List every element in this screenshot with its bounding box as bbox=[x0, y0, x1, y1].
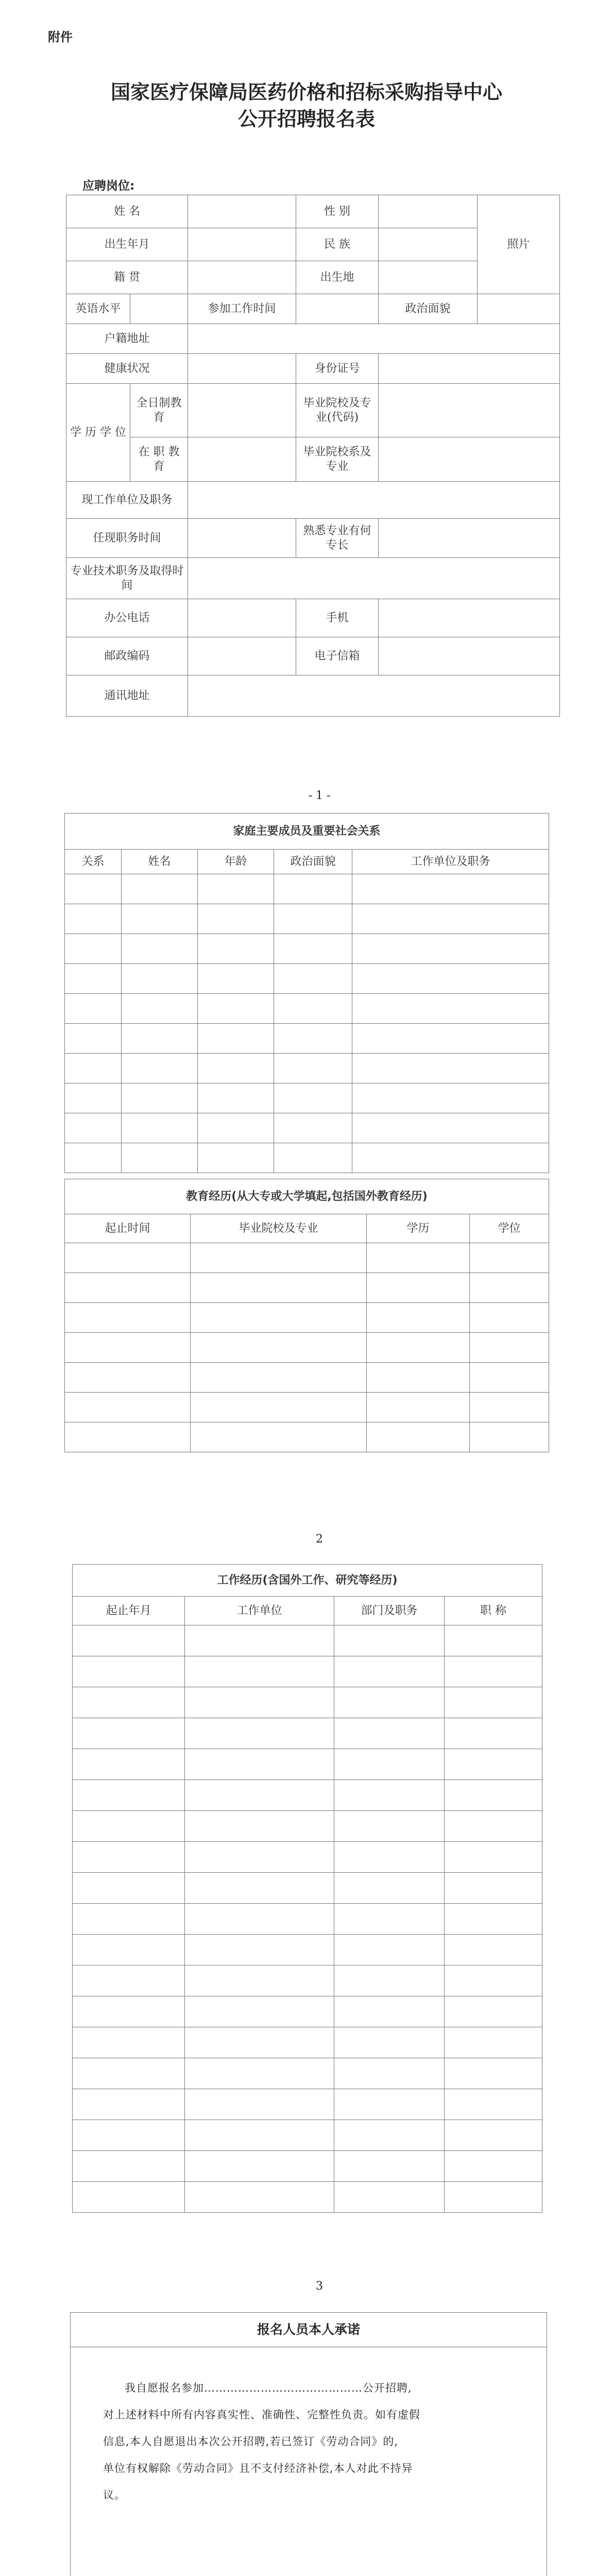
label-name: 姓 名 bbox=[66, 195, 188, 228]
work-cell[interactable] bbox=[445, 1935, 542, 1965]
label-english: 英语水平 bbox=[66, 294, 130, 324]
work-row bbox=[73, 1625, 542, 1656]
family-cell[interactable] bbox=[274, 1113, 352, 1143]
edu-cell[interactable] bbox=[65, 1333, 191, 1363]
work-cell[interactable] bbox=[73, 1749, 185, 1780]
family-cell[interactable] bbox=[122, 1054, 198, 1083]
edu-cell[interactable] bbox=[367, 1363, 470, 1393]
work-cell[interactable] bbox=[73, 1904, 185, 1935]
input-name[interactable] bbox=[188, 195, 296, 228]
work-cell[interactable] bbox=[185, 2027, 334, 2058]
input-expertise[interactable] bbox=[379, 519, 560, 558]
family-cell[interactable] bbox=[274, 934, 352, 964]
edu-cell[interactable] bbox=[65, 1363, 191, 1393]
family-cell[interactable] bbox=[65, 874, 122, 904]
edu-row bbox=[65, 1333, 549, 1363]
family-cell[interactable] bbox=[198, 964, 274, 994]
attachment-label: 附件 bbox=[48, 30, 73, 44]
label-mobile: 手机 bbox=[296, 599, 379, 637]
work-row bbox=[73, 1780, 542, 1811]
edu-cell[interactable] bbox=[65, 1273, 191, 1303]
edu-row bbox=[65, 1363, 549, 1393]
family-cell[interactable] bbox=[122, 994, 198, 1024]
work-cell[interactable] bbox=[73, 2027, 185, 2058]
work-cell[interactable] bbox=[73, 1873, 185, 1904]
family-cell[interactable] bbox=[198, 1054, 274, 1083]
family-row bbox=[65, 1083, 549, 1113]
work-cell[interactable] bbox=[334, 1687, 445, 1718]
work-cell[interactable] bbox=[445, 1656, 542, 1687]
input-fulltime[interactable] bbox=[188, 384, 296, 437]
work-cell[interactable] bbox=[185, 2182, 334, 2213]
edu-cell[interactable] bbox=[367, 1303, 470, 1333]
work-cell[interactable] bbox=[73, 1656, 185, 1687]
label-expertise: 熟悉专业有何专长 bbox=[296, 519, 379, 558]
edu-row bbox=[65, 1393, 549, 1422]
pledge-line5: 议。 bbox=[103, 2489, 126, 2501]
work-cell[interactable] bbox=[445, 1687, 542, 1718]
family-cell[interactable] bbox=[352, 964, 549, 994]
family-cell[interactable] bbox=[65, 1143, 122, 1173]
work-cell[interactable] bbox=[334, 1749, 445, 1780]
edu-row bbox=[65, 1243, 549, 1273]
work-cell[interactable] bbox=[73, 1842, 185, 1873]
work-cell[interactable] bbox=[73, 2151, 185, 2182]
work-cell[interactable] bbox=[185, 1625, 334, 1656]
input-school-major-code[interactable] bbox=[379, 384, 560, 437]
family-header-relation: 关系 bbox=[65, 850, 122, 874]
edu-cell[interactable] bbox=[191, 1363, 367, 1393]
label-office-phone: 办公电话 bbox=[66, 599, 188, 637]
work-cell[interactable] bbox=[185, 1842, 334, 1873]
input-household[interactable] bbox=[188, 324, 560, 354]
input-email[interactable] bbox=[379, 637, 560, 675]
work-cell[interactable] bbox=[445, 2182, 542, 2213]
work-row bbox=[73, 2027, 542, 2058]
family-cell[interactable] bbox=[65, 1113, 122, 1143]
work-cell[interactable] bbox=[185, 2058, 334, 2089]
family-cell[interactable] bbox=[198, 1143, 274, 1173]
work-row bbox=[73, 1904, 542, 1935]
edu-header-degree: 学位 bbox=[470, 1214, 549, 1243]
work-row bbox=[73, 2089, 542, 2120]
label-work-start: 参加工作时间 bbox=[188, 294, 296, 324]
family-row bbox=[65, 1054, 549, 1083]
work-cell[interactable] bbox=[73, 1718, 185, 1749]
work-row bbox=[73, 1811, 542, 1842]
family-cell[interactable] bbox=[274, 904, 352, 934]
work-cell[interactable] bbox=[445, 2151, 542, 2182]
family-cell[interactable] bbox=[65, 904, 122, 934]
family-cell[interactable] bbox=[65, 1054, 122, 1083]
work-cell[interactable] bbox=[73, 1780, 185, 1811]
family-cell[interactable] bbox=[274, 964, 352, 994]
label-school-major-code: 毕业院校及专业(代码) bbox=[296, 384, 379, 437]
edu-cell[interactable] bbox=[367, 1243, 470, 1273]
family-cell[interactable] bbox=[352, 1143, 549, 1173]
family-cell[interactable] bbox=[274, 1054, 352, 1083]
input-mobile[interactable] bbox=[379, 599, 560, 637]
input-work-start[interactable] bbox=[296, 294, 379, 324]
pledge-intro: 我自愿报名参加 bbox=[125, 2382, 204, 2394]
work-cell[interactable] bbox=[73, 2182, 185, 2213]
input-birthplace[interactable] bbox=[379, 261, 478, 294]
family-cell[interactable] bbox=[65, 964, 122, 994]
input-political[interactable] bbox=[478, 294, 560, 324]
work-cell[interactable] bbox=[185, 1873, 334, 1904]
family-cell[interactable] bbox=[198, 934, 274, 964]
page-number-1: - 1 - bbox=[308, 789, 331, 802]
work-cell[interactable] bbox=[185, 2120, 334, 2151]
label-email: 电子信箱 bbox=[296, 637, 379, 675]
position-label: 应聘岗位: bbox=[82, 179, 135, 193]
input-postcode[interactable] bbox=[188, 637, 296, 675]
work-cell[interactable] bbox=[334, 1873, 445, 1904]
edu-cell[interactable] bbox=[470, 1363, 549, 1393]
work-cell[interactable] bbox=[185, 1811, 334, 1842]
input-birth[interactable] bbox=[188, 228, 296, 261]
work-cell[interactable] bbox=[334, 2151, 445, 2182]
edu-cell[interactable] bbox=[191, 1393, 367, 1422]
work-cell[interactable] bbox=[445, 1811, 542, 1842]
work-cell[interactable] bbox=[334, 1625, 445, 1656]
edu-cell[interactable] bbox=[470, 1333, 549, 1363]
family-cell[interactable] bbox=[352, 1054, 549, 1083]
work-cell[interactable] bbox=[73, 1811, 185, 1842]
page-number-3: 3 bbox=[316, 2280, 323, 2293]
family-cell[interactable] bbox=[198, 994, 274, 1024]
work-row bbox=[73, 1842, 542, 1873]
input-position-time[interactable] bbox=[188, 519, 296, 558]
work-cell[interactable] bbox=[445, 1904, 542, 1935]
edu-cell[interactable] bbox=[470, 1422, 549, 1452]
edu-cell[interactable] bbox=[470, 1273, 549, 1303]
page-title-line1: 国家医疗保障局医药价格和招标采购指导中心 bbox=[110, 80, 502, 104]
work-row bbox=[73, 2151, 542, 2182]
work-section-title: 工作经历(含国外工作、研究等经历) bbox=[73, 1565, 542, 1597]
work-cell[interactable] bbox=[73, 1965, 185, 1996]
family-cell[interactable] bbox=[352, 1113, 549, 1143]
label-current-unit: 现工作单位及职务 bbox=[66, 482, 188, 519]
work-cell[interactable] bbox=[334, 2027, 445, 2058]
work-cell[interactable] bbox=[73, 2058, 185, 2089]
work-cell[interactable] bbox=[73, 1935, 185, 1965]
edu-cell[interactable] bbox=[470, 1303, 549, 1333]
family-cell[interactable] bbox=[352, 874, 549, 904]
family-cell[interactable] bbox=[352, 934, 549, 964]
family-cell[interactable] bbox=[122, 874, 198, 904]
label-position-time: 任现职务时间 bbox=[66, 519, 188, 558]
pledge-line1-tail: 公开招聘, bbox=[363, 2382, 412, 2394]
label-inservice: 在 职 教 育 bbox=[130, 437, 188, 482]
edu-row bbox=[65, 1422, 549, 1452]
family-cell[interactable] bbox=[198, 1024, 274, 1054]
page-number-2: 2 bbox=[316, 1533, 323, 1546]
education-table bbox=[64, 1179, 549, 1452]
work-cell[interactable] bbox=[445, 1718, 542, 1749]
family-row bbox=[65, 964, 549, 994]
work-cell[interactable] bbox=[73, 1687, 185, 1718]
family-cell[interactable] bbox=[122, 1083, 198, 1113]
label-address: 通讯地址 bbox=[66, 675, 188, 717]
work-cell[interactable] bbox=[334, 1842, 445, 1873]
work-cell[interactable] bbox=[334, 1656, 445, 1687]
edu-cell[interactable] bbox=[367, 1422, 470, 1452]
edu-cell[interactable] bbox=[65, 1393, 191, 1422]
family-cell[interactable] bbox=[65, 1024, 122, 1054]
work-cell[interactable] bbox=[445, 1625, 542, 1656]
work-cell[interactable] bbox=[334, 1780, 445, 1811]
work-cell[interactable] bbox=[185, 1656, 334, 1687]
work-cell[interactable] bbox=[445, 1965, 542, 1996]
edu-cell[interactable] bbox=[191, 1303, 367, 1333]
edu-row bbox=[65, 1273, 549, 1303]
family-row bbox=[65, 1024, 549, 1054]
label-edu-degree: 学 历 学 位 bbox=[66, 384, 130, 482]
work-cell[interactable] bbox=[185, 1749, 334, 1780]
work-header-period: 起止年月 bbox=[73, 1597, 185, 1625]
work-cell[interactable] bbox=[445, 2089, 542, 2120]
edu-cell[interactable] bbox=[191, 1273, 367, 1303]
family-header-political: 政治面貌 bbox=[274, 850, 352, 874]
input-school-major[interactable] bbox=[379, 437, 560, 482]
work-header-unit: 工作单位 bbox=[185, 1597, 334, 1625]
family-cell[interactable] bbox=[65, 994, 122, 1024]
edu-row bbox=[65, 1303, 549, 1333]
work-cell[interactable] bbox=[73, 1625, 185, 1656]
work-cell[interactable] bbox=[185, 1935, 334, 1965]
label-birthplace: 出生地 bbox=[296, 261, 379, 294]
pledge-blank[interactable]: …………………………………… bbox=[204, 2382, 363, 2394]
edu-cell[interactable] bbox=[367, 1333, 470, 1363]
pledge-text bbox=[103, 2375, 515, 2509]
edu-cell[interactable] bbox=[367, 1273, 470, 1303]
edu-header-education: 学历 bbox=[367, 1214, 470, 1243]
family-cell[interactable] bbox=[352, 1024, 549, 1054]
family-cell[interactable] bbox=[122, 1113, 198, 1143]
work-row bbox=[73, 1656, 542, 1687]
pledge-line2: 对上述材料中所有内容真实性、准确性、完整性负责。如有虚假 bbox=[103, 2409, 420, 2421]
label-ethnicity: 民 族 bbox=[296, 228, 379, 261]
family-cell[interactable] bbox=[274, 994, 352, 1024]
work-table bbox=[72, 1564, 542, 2213]
work-cell[interactable] bbox=[334, 1811, 445, 1842]
work-cell[interactable] bbox=[185, 1718, 334, 1749]
family-header-name: 姓名 bbox=[122, 850, 198, 874]
family-cell[interactable] bbox=[274, 1083, 352, 1113]
pledge-line4: 单位有权解除《劳动合同》且不支付经济补偿,本人对此不持异 bbox=[103, 2462, 413, 2475]
edu-header-school: 毕业院校及专业 bbox=[191, 1214, 367, 1243]
family-cell[interactable] bbox=[352, 904, 549, 934]
work-row bbox=[73, 1935, 542, 1965]
family-cell[interactable] bbox=[198, 874, 274, 904]
edu-cell[interactable] bbox=[191, 1422, 367, 1452]
work-row bbox=[73, 2058, 542, 2089]
family-cell[interactable] bbox=[122, 934, 198, 964]
family-cell[interactable] bbox=[352, 994, 549, 1024]
work-cell[interactable] bbox=[185, 1996, 334, 2027]
family-row bbox=[65, 1113, 549, 1143]
work-cell[interactable] bbox=[445, 1780, 542, 1811]
family-row bbox=[65, 904, 549, 934]
work-cell[interactable] bbox=[185, 2089, 334, 2120]
work-row bbox=[73, 1965, 542, 1996]
work-cell[interactable] bbox=[334, 1965, 445, 1996]
family-cell[interactable] bbox=[352, 1083, 549, 1113]
input-english[interactable] bbox=[130, 294, 188, 324]
application-form-table bbox=[66, 195, 560, 717]
work-header-dept: 部门及职务 bbox=[334, 1597, 445, 1625]
work-row bbox=[73, 1873, 542, 1904]
family-cell[interactable] bbox=[65, 1083, 122, 1113]
family-cell[interactable] bbox=[274, 1143, 352, 1173]
family-header-age: 年龄 bbox=[198, 850, 274, 874]
input-inservice[interactable] bbox=[188, 437, 296, 482]
edu-cell[interactable] bbox=[191, 1243, 367, 1273]
family-header-unit: 工作单位及职务 bbox=[352, 850, 549, 874]
label-postcode: 邮政编码 bbox=[66, 637, 188, 675]
work-row bbox=[73, 1718, 542, 1749]
input-gender[interactable] bbox=[379, 195, 478, 228]
edu-cell[interactable] bbox=[470, 1243, 549, 1273]
input-health[interactable] bbox=[188, 354, 296, 384]
page-title-line2: 公开招聘报名表 bbox=[237, 107, 375, 130]
family-row bbox=[65, 1143, 549, 1173]
pledge-line3: 信息,本人自愿退出本次公开招聘,若已签订《劳动合同》的, bbox=[103, 2435, 399, 2448]
edu-cell[interactable] bbox=[470, 1393, 549, 1422]
family-cell[interactable] bbox=[122, 1024, 198, 1054]
edu-cell[interactable] bbox=[65, 1422, 191, 1452]
family-row bbox=[65, 874, 549, 904]
work-cell[interactable] bbox=[334, 2182, 445, 2213]
work-cell[interactable] bbox=[185, 1687, 334, 1718]
work-row bbox=[73, 1996, 542, 2027]
work-cell[interactable] bbox=[334, 1718, 445, 1749]
input-tech-title[interactable] bbox=[188, 558, 560, 599]
work-cell[interactable] bbox=[334, 1904, 445, 1935]
work-row bbox=[73, 1687, 542, 1718]
work-cell[interactable] bbox=[445, 2027, 542, 2058]
label-political: 政治面貌 bbox=[379, 294, 478, 324]
work-cell[interactable] bbox=[445, 1842, 542, 1873]
input-id-no[interactable] bbox=[379, 354, 560, 384]
family-cell[interactable] bbox=[65, 934, 122, 964]
pledge-box bbox=[70, 2312, 547, 2576]
family-cell[interactable] bbox=[198, 1113, 274, 1143]
family-row bbox=[65, 994, 549, 1024]
work-cell[interactable] bbox=[445, 1873, 542, 1904]
work-row bbox=[73, 1749, 542, 1780]
label-birth: 出生年月 bbox=[66, 228, 188, 261]
work-row bbox=[73, 2182, 542, 2213]
family-cell[interactable] bbox=[122, 964, 198, 994]
label-fulltime: 全日制教育 bbox=[130, 384, 188, 437]
pledge-title: 报名人员本人承诺 bbox=[71, 2313, 547, 2347]
label-tech-title: 专业技术职务及取得时间 bbox=[66, 558, 188, 599]
label-health: 健康状况 bbox=[66, 354, 188, 384]
family-table bbox=[64, 813, 549, 1173]
family-cell[interactable] bbox=[198, 1083, 274, 1113]
work-cell[interactable] bbox=[73, 1996, 185, 2027]
input-ethnicity[interactable] bbox=[379, 228, 478, 261]
label-school-major: 毕业院校系及专业 bbox=[296, 437, 379, 482]
family-row bbox=[65, 934, 549, 964]
edu-cell[interactable] bbox=[65, 1303, 191, 1333]
work-cell[interactable] bbox=[73, 2120, 185, 2151]
work-header-title: 职 称 bbox=[445, 1597, 542, 1625]
work-cell[interactable] bbox=[445, 2120, 542, 2151]
label-household: 户籍地址 bbox=[66, 324, 188, 354]
education-section-title: 教育经历(从大专或大学填起,包括国外教育经历) bbox=[65, 1179, 549, 1214]
work-cell[interactable] bbox=[185, 2151, 334, 2182]
work-cell[interactable] bbox=[445, 2058, 542, 2089]
work-cell[interactable] bbox=[185, 1904, 334, 1935]
input-office-phone[interactable] bbox=[188, 599, 296, 637]
work-cell[interactable] bbox=[445, 1749, 542, 1780]
input-native-place[interactable] bbox=[188, 261, 296, 294]
family-cell[interactable] bbox=[274, 1024, 352, 1054]
work-cell[interactable] bbox=[185, 1965, 334, 1996]
family-section-title: 家庭主要成员及重要社会关系 bbox=[65, 814, 549, 850]
work-cell[interactable] bbox=[185, 1780, 334, 1811]
family-cell[interactable] bbox=[122, 904, 198, 934]
work-row bbox=[73, 2120, 542, 2151]
work-cell[interactable] bbox=[334, 2058, 445, 2089]
edu-cell[interactable] bbox=[367, 1393, 470, 1422]
label-id-no: 身份证号 bbox=[296, 354, 379, 384]
input-current-unit[interactable] bbox=[188, 482, 560, 519]
family-cell[interactable] bbox=[274, 874, 352, 904]
work-cell[interactable] bbox=[334, 1996, 445, 2027]
work-cell[interactable] bbox=[334, 2120, 445, 2151]
edu-cell[interactable] bbox=[65, 1243, 191, 1273]
photo-cell[interactable]: 照片 bbox=[478, 195, 560, 294]
edu-header-period: 起止时间 bbox=[65, 1214, 191, 1243]
work-cell[interactable] bbox=[445, 1996, 542, 2027]
label-native-place: 籍 贯 bbox=[66, 261, 188, 294]
label-gender: 性 别 bbox=[296, 195, 379, 228]
edu-cell[interactable] bbox=[191, 1333, 367, 1363]
input-address[interactable] bbox=[188, 675, 560, 717]
work-cell[interactable] bbox=[334, 2089, 445, 2120]
family-cell[interactable] bbox=[122, 1143, 198, 1173]
work-cell[interactable] bbox=[73, 2089, 185, 2120]
work-cell[interactable] bbox=[334, 1935, 445, 1965]
family-cell[interactable] bbox=[198, 904, 274, 934]
